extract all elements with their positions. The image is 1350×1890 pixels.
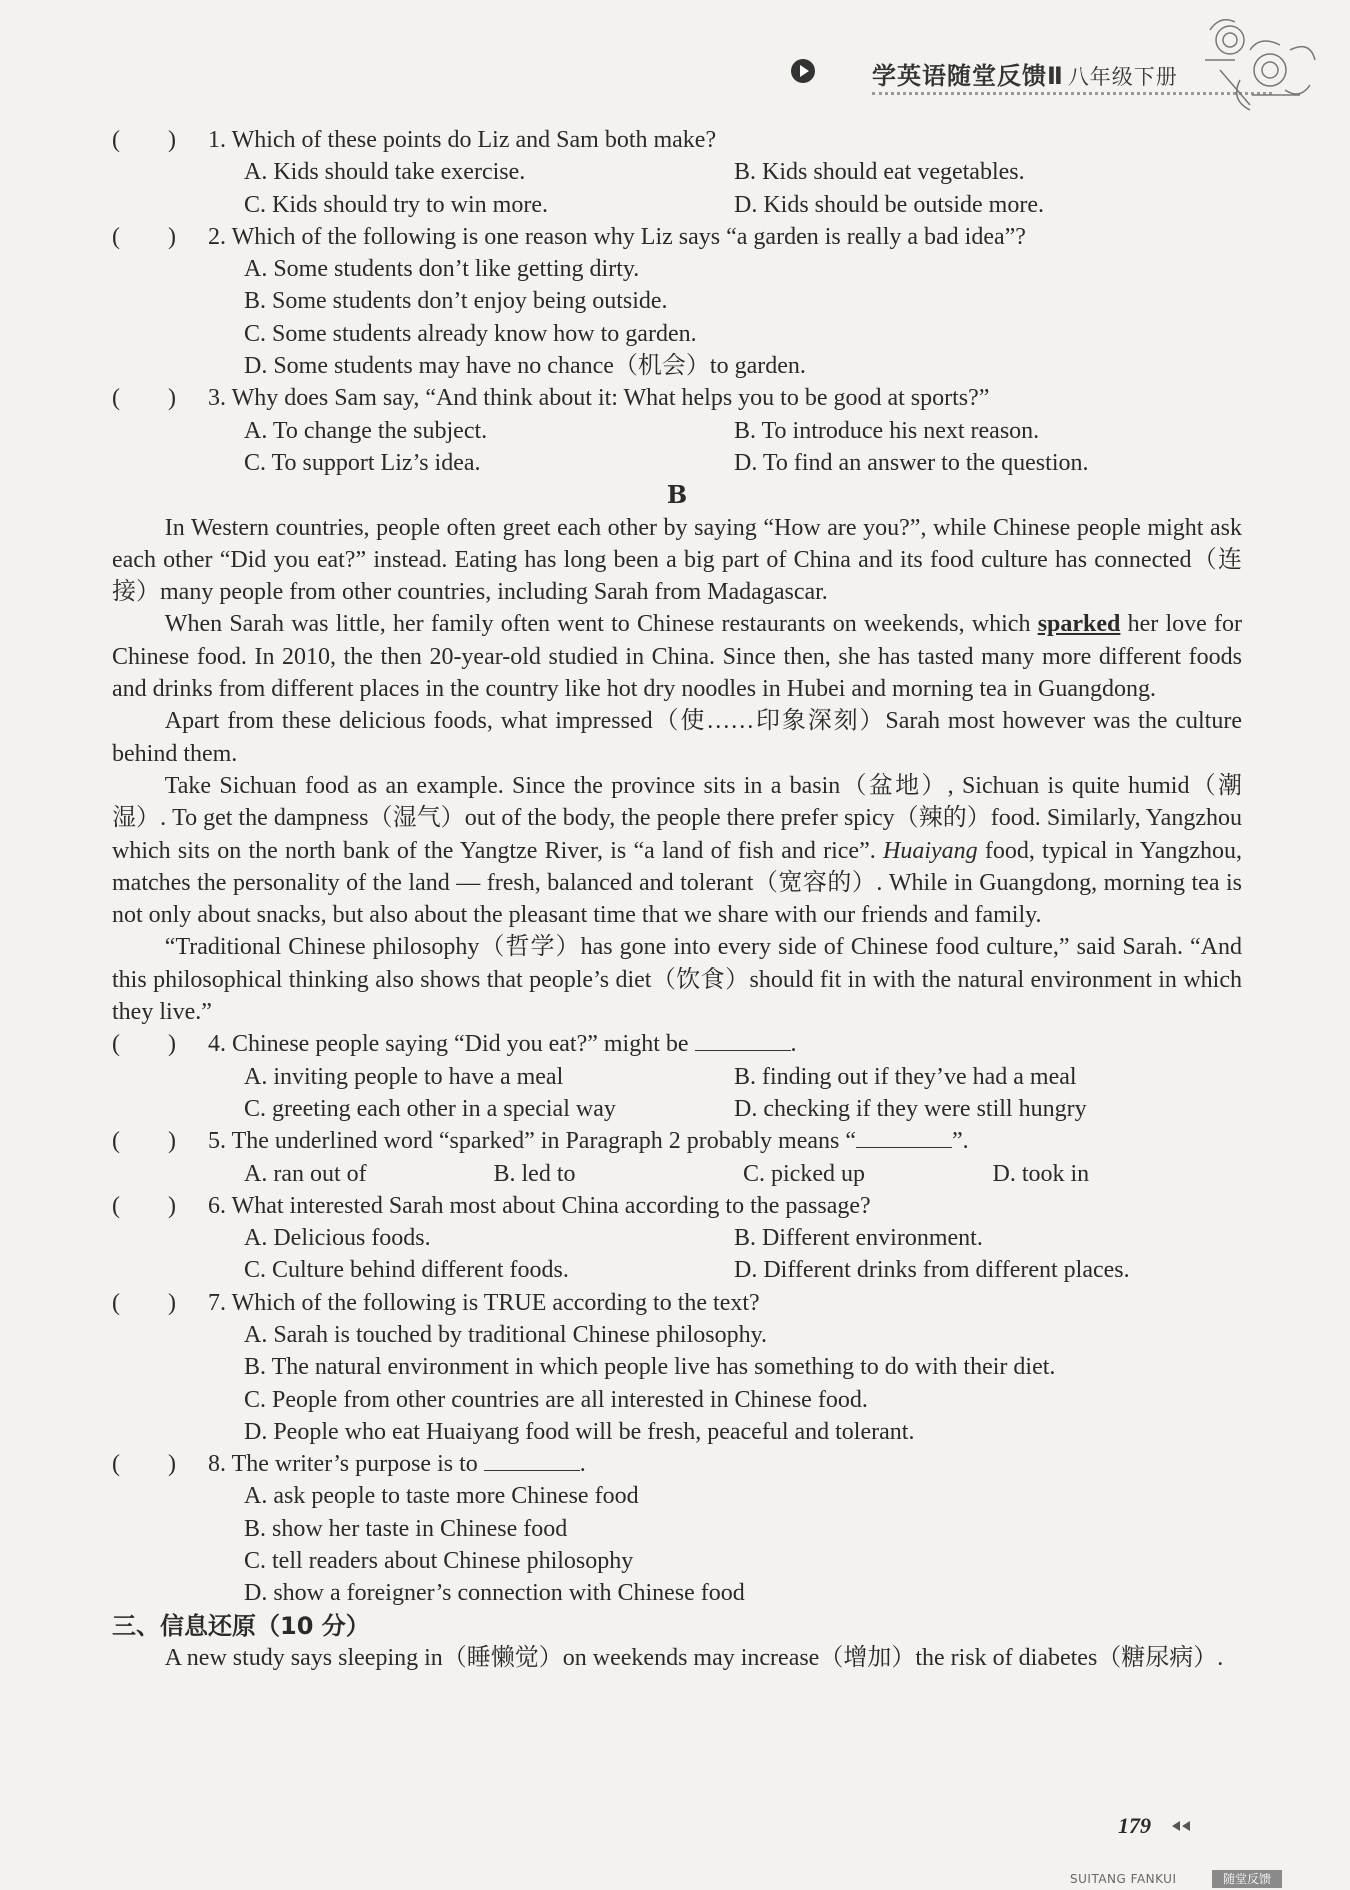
option-c: C. Kids should try to win more. — [244, 191, 548, 218]
option-d: D. Kids should be outside more. — [734, 191, 1044, 218]
option-b: B. Some students don’t enjoy being outside. — [244, 288, 668, 315]
paragraph-text: food, typical in Yangzhou, matches the personality of the land — fresh, balanced and tolerant（宽容的）. While in Guangdong, morning tea is not only about snacks, but also about the pleasant time that we share with our friends and family. — [112, 837, 1243, 929]
passage-paragraph-4 — [112, 770, 1242, 931]
option-c: C. picked up — [743, 1160, 865, 1187]
answer-paren[interactable]: ( ) — [112, 223, 176, 250]
paragraph-text: Take Sichuan food as an example. Since the province sits in a basin（盆地）, Sichuan is quite humid（潮湿）. To get the dampness（湿气）out of the body, the people there prefer spicy（辣的）food. Similarly, Yangzhou which sits on the north bank of the Yangtze River, is “a land of fish and rice”. — [112, 772, 1242, 864]
question-6 — [112, 1190, 1242, 1287]
option-b: B. Different environment. — [734, 1225, 983, 1252]
play-icon — [790, 58, 816, 84]
option-a: A. inviting people to have a meal — [244, 1063, 564, 1090]
option-d: D. checking if they were still hungry — [734, 1095, 1087, 1122]
answer-blank[interactable] — [695, 1028, 791, 1051]
double-arrow-icon — [1170, 1820, 1192, 1832]
question-stem: 2. Which of the following is one reason why Liz says “a garden is really a bad idea”? — [208, 223, 1026, 250]
option-a: A. To change the subject. — [244, 417, 488, 444]
question-stem: 1. Which of these points do Liz and Sam both make? — [208, 127, 717, 153]
answer-blank[interactable] — [484, 1448, 580, 1471]
header-title — [872, 56, 1178, 91]
question-2 — [112, 221, 1242, 382]
option-b: B. To introduce his next reason. — [734, 417, 1040, 444]
option-d: D. People who eat Huaiyang food will be fresh, peaceful and tolerant. — [244, 1418, 915, 1445]
page-content — [112, 124, 1242, 1674]
option-b: B. show her taste in Chinese food — [244, 1515, 568, 1542]
grade-label: 八年级下册 — [1067, 65, 1178, 89]
option-b: B. The natural environment in which people live has something to do with their diet. — [244, 1354, 1056, 1381]
part-3-intro: A new study says sleeping in（睡懒觉）on weekends may increase（增加）the risk of diabetes（糖尿病）. — [164, 1644, 1224, 1671]
option-d: D. To find an answer to the question. — [734, 449, 1089, 476]
question-stem: 6. What interested Sarah most about China according to the passage? — [208, 1192, 871, 1219]
option-a: A. ask people to taste more Chinese food — [244, 1483, 639, 1510]
answer-paren[interactable]: ( ) — [112, 1451, 176, 1478]
passage-paragraph-5: “Traditional Chinese philosophy（哲学）has gone into every side of Chinese food culture,” said Sarah. “And this philosophical thinking also shows that people’s diet（饮食）should fit in with the natural environment in which they live.” — [112, 934, 1242, 1026]
question-7 — [112, 1287, 1242, 1448]
passage-paragraph-1: In Western countries, people often greet each other by saying “How are you?”, while Chinese people might ask each other “Did you eat?” instead. Eating has long been a big part of China and its food culture has connected（连接）many people from other countries, including Sarah from Madagascar. — [112, 514, 1242, 606]
question-4 — [112, 1028, 1242, 1125]
option-c: C. People from other countries are all interested in Chinese food. — [244, 1386, 868, 1413]
option-d: D. took in — [992, 1160, 1090, 1187]
question-1 — [112, 124, 1242, 221]
option-a: A. Sarah is touched by traditional Chinese philosophy. — [244, 1321, 768, 1348]
answer-paren[interactable]: ( ) — [112, 1192, 176, 1219]
footer-bar — [1070, 1870, 1280, 1890]
underlined-word: sparked — [1037, 611, 1121, 638]
passage-paragraph-3: Apart from these delicious foods, what impressed（使……印象深刻）Sarah most however was the culture behind them. — [112, 708, 1242, 767]
answer-blank[interactable] — [856, 1125, 952, 1148]
page-number: 179 — [1118, 1813, 1151, 1838]
stem-end: ”. — [952, 1128, 969, 1155]
option-a: A. ran out of — [244, 1160, 367, 1187]
book-title: 学英语随堂反馈Ⅱ — [872, 62, 1064, 90]
question-stem: 7. Which of the following is TRUE according to the text? — [208, 1289, 760, 1316]
option-b: B. led to — [493, 1160, 576, 1187]
question-5 — [112, 1125, 1242, 1190]
footer-badge: 随堂反馈 — [1212, 1870, 1282, 1888]
option-c: C. greeting each other in a special way — [244, 1095, 616, 1122]
passage-paragraph-2 — [112, 608, 1242, 705]
option-c: C. tell readers about Chinese philosophy — [244, 1548, 634, 1575]
question-stem: 8. The writer’s purpose is to — [208, 1451, 478, 1478]
option-b: B. Kids should eat vegetables. — [734, 159, 1025, 186]
option-b: B. finding out if they’ve had a meal — [734, 1063, 1077, 1090]
answer-paren[interactable]: ( ) — [112, 385, 176, 412]
option-d: D. show a foreigner’s connection with Chinese food — [244, 1580, 745, 1607]
paragraph-text: her love for Chinese food. In 2010, the then 20-year-old studied in China. Since then, she has tasted many more different foods and drinks from different places in the country like hot dry noodles in Hubei and morning tea in Guangdong. — [112, 611, 1242, 703]
answer-paren[interactable]: ( ) — [112, 1031, 176, 1058]
ornament-icon — [1190, 10, 1320, 130]
answer-paren[interactable]: ( ) — [112, 1289, 176, 1316]
question-stem: 5. The underlined word “sparked” in Paragraph 2 probably means “ — [208, 1128, 857, 1155]
stem-end: . — [790, 1031, 797, 1058]
option-a: A. Delicious foods. — [244, 1225, 431, 1252]
option-a: A. Some students don’t like getting dirty. — [244, 256, 640, 283]
option-c: C. To support Liz’s idea. — [244, 449, 481, 476]
paragraph-text: When Sarah was little, her family often went to Chinese restaurants on weekends, which — [164, 611, 1038, 638]
option-d: D. Different drinks from different places. — [734, 1257, 1130, 1284]
option-c: C. Some students already know how to garden. — [244, 320, 697, 347]
answer-paren[interactable]: ( ) — [112, 127, 176, 153]
option-c: C. Culture behind different foods. — [244, 1257, 569, 1284]
section-b-title: B — [666, 480, 688, 510]
question-stem: 3. Why does Sam say, “And think about it: What helps you to be good at sports?” — [208, 385, 990, 412]
footer-pinyin: SUITANG FANKUI — [1070, 1872, 1177, 1886]
part-3-title: 三、信息还原（10 分） — [112, 1611, 370, 1640]
option-d: D. Some students may have no chance（机会）to garden. — [244, 353, 806, 380]
question-8 — [112, 1448, 1242, 1609]
question-3 — [112, 382, 1242, 479]
question-stem: 4. Chinese people saying “Did you eat?” might be — [208, 1031, 689, 1058]
italic-term: Huaiyang — [882, 837, 978, 864]
answer-paren[interactable]: ( ) — [112, 1128, 176, 1155]
stem-end: . — [579, 1451, 586, 1478]
option-a: A. Kids should take exercise. — [244, 159, 526, 186]
